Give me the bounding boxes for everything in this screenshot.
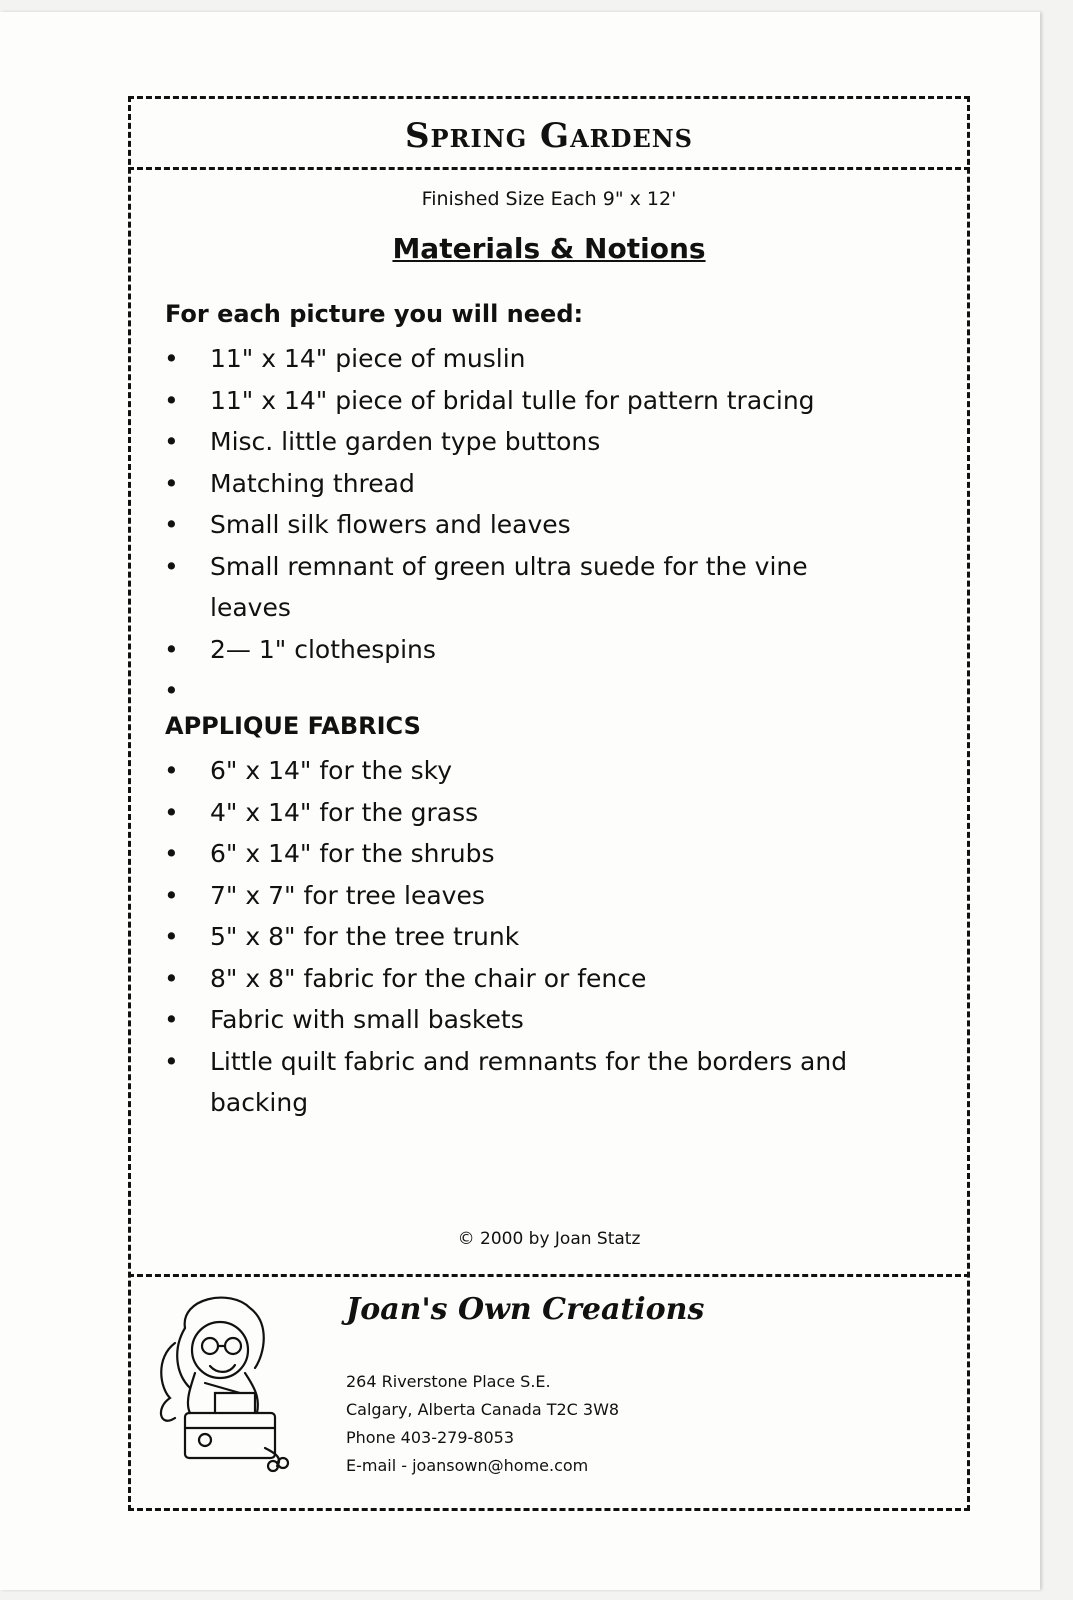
list-item: • 5" x 8" for the tree trunk [160,916,950,958]
designer-caricature-icon [145,1288,295,1478]
title-band [128,96,970,170]
list-item: • 8" x 8" fabric for the chair or fence [160,958,950,1000]
fabrics-label: APPLIQUE FABRICS [165,712,421,740]
pattern-title: Spring Gardens [404,116,694,156]
list-item: • Small silk flowers and leaves [160,504,950,546]
list-item: • 6" x 14" for the shrubs [160,833,950,875]
list-item: • Little quilt fabric and remnants for the borders and backing [160,1041,950,1124]
list-item: • 11" x 14" piece of bridal tulle for pattern tracing [160,380,950,422]
list-item [160,670,950,700]
list-item: • 7" x 7" for tree leaves [160,875,950,917]
list-item: • 6" x 14" for the sky [160,750,950,792]
list-item: • 2— 1" clothespins [160,629,950,671]
list-item: • Fabric with small baskets [160,999,950,1041]
materials-list [160,338,950,700]
list-item: • Misc. little garden type buttons [160,421,950,463]
intro-text: For each picture you will need: [165,300,584,328]
copyright-notice: © 2000 by Joan Statz [457,1229,641,1249]
address-street: 264 Riverstone Place S.E. [346,1372,551,1391]
list-item: • Small remnant of green ultra suede for the vine leaves [160,546,890,629]
list-item: • 11" x 14" piece of muslin [160,338,950,380]
address-email: E-mail - joansown@home.com [346,1456,589,1475]
finished-size: Finished Size Each 9" x 12' [421,188,677,210]
address-phone: Phone 403-279-8053 [346,1428,514,1447]
list-item: • 4" x 14" for the grass [160,792,950,834]
company-name: Joan's Own Creations [346,1292,705,1327]
fabrics-list [160,750,950,1124]
list-item: • Matching thread [160,463,950,505]
materials-heading: Materials & Notions [392,232,706,265]
address-city: Calgary, Alberta Canada T2C 3W8 [346,1400,620,1419]
